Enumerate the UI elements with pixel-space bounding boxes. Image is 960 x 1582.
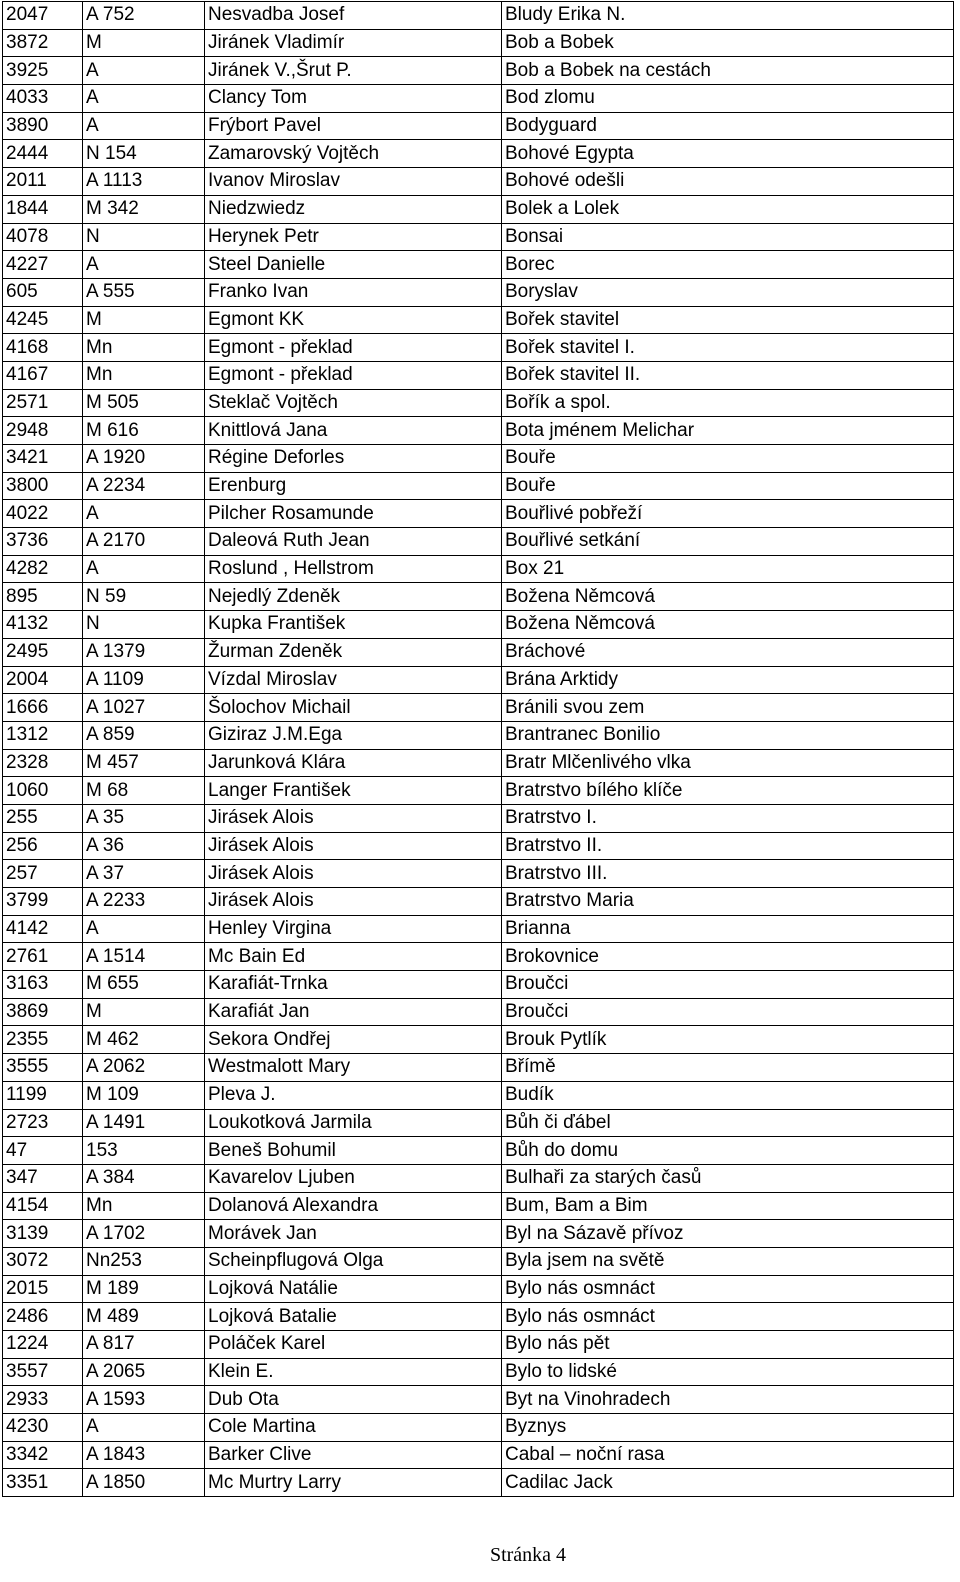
table-row [3, 29, 954, 57]
table-row [3, 998, 954, 1026]
cell-number: 347 [3, 1164, 83, 1192]
cell-signature: A 1850 [83, 1469, 205, 1497]
cell-signature: A 1113 [83, 168, 205, 196]
table-row [3, 1220, 954, 1248]
cell-signature: A 752 [83, 2, 205, 30]
cell-title: Byznys [502, 1414, 954, 1442]
cell-title: Bod zlomu [502, 85, 954, 113]
cell-author: Zamarovský Vojtěch [205, 140, 502, 168]
cell-signature: 153 [83, 1137, 205, 1165]
cell-title: Cabal – noční rasa [502, 1441, 954, 1469]
cell-title: Bouře [502, 445, 954, 473]
cell-title: Bulhaři za starých časů [502, 1164, 954, 1192]
cell-number: 2571 [3, 389, 83, 417]
cell-number: 3555 [3, 1054, 83, 1082]
cell-signature: A [83, 57, 205, 85]
cell-author: Henley Virgina [205, 915, 502, 943]
cell-title: Bořek stavitel [502, 306, 954, 334]
cell-number: 3342 [3, 1441, 83, 1469]
cell-title: Brána Arktidy [502, 666, 954, 694]
cell-number: 2011 [3, 168, 83, 196]
cell-signature: M 68 [83, 777, 205, 805]
cell-title: Bratrstvo II. [502, 832, 954, 860]
cell-number: 2015 [3, 1275, 83, 1303]
cell-author: Nesvadba Josef [205, 2, 502, 30]
cell-number: 3139 [3, 1220, 83, 1248]
table-row [3, 694, 954, 722]
table-row [3, 1358, 954, 1386]
table-row [3, 1192, 954, 1220]
cell-title: Brianna [502, 915, 954, 943]
table-row [3, 1081, 954, 1109]
cell-author: Jiránek V.,Šrut P. [205, 57, 502, 85]
cell-title: Broučci [502, 998, 954, 1026]
cell-author: Westmalott Mary [205, 1054, 502, 1082]
cell-title: Bouřlivé pobřeží [502, 500, 954, 528]
cell-author: Langer František [205, 777, 502, 805]
cell-signature: M [83, 998, 205, 1026]
cell-signature: A 2233 [83, 888, 205, 916]
cell-signature: A 2170 [83, 528, 205, 556]
cell-author: Lojková Natálie [205, 1275, 502, 1303]
cell-signature: A [83, 251, 205, 279]
cell-number: 4033 [3, 85, 83, 113]
cell-author: Scheinpflugová Olga [205, 1247, 502, 1275]
cell-title: Bratrstvo III. [502, 860, 954, 888]
cell-signature: A 1491 [83, 1109, 205, 1137]
cell-number: 1060 [3, 777, 83, 805]
cell-title: Bůh či ďábel [502, 1109, 954, 1137]
page-number-label: Stránka 4 [489, 1544, 567, 1566]
table-body [3, 2, 954, 1497]
cell-author: Pleva J. [205, 1081, 502, 1109]
cell-title: Boryslav [502, 278, 954, 306]
cell-number: 605 [3, 278, 83, 306]
cell-signature: M 462 [83, 1026, 205, 1054]
cell-number: 3800 [3, 472, 83, 500]
cell-title: Bráchové [502, 638, 954, 666]
cell-number: 2328 [3, 749, 83, 777]
cell-signature: N [83, 611, 205, 639]
cell-author: Lojková Batalie [205, 1303, 502, 1331]
cell-title: Bůh do domu [502, 1137, 954, 1165]
cell-author: Frýbort Pavel [205, 112, 502, 140]
cell-title: Bohové odešli [502, 168, 954, 196]
cell-signature: A 1027 [83, 694, 205, 722]
cell-signature: M 616 [83, 417, 205, 445]
cell-title: Brouk Pytlík [502, 1026, 954, 1054]
cell-signature: A 1109 [83, 666, 205, 694]
table-row [3, 1137, 954, 1165]
cell-number: 2933 [3, 1386, 83, 1414]
cell-title: Brokovnice [502, 943, 954, 971]
cell-author: Franko Ivan [205, 278, 502, 306]
cell-number: 2486 [3, 1303, 83, 1331]
cell-number: 4154 [3, 1192, 83, 1220]
cell-author: Cole Martina [205, 1414, 502, 1442]
table-row [3, 1247, 954, 1275]
cell-author: Egmont - překlad [205, 361, 502, 389]
cell-number: 1844 [3, 195, 83, 223]
table-row [3, 195, 954, 223]
cell-title: Břímě [502, 1054, 954, 1082]
cell-signature: A [83, 85, 205, 113]
cell-number: 2723 [3, 1109, 83, 1137]
cell-author: Sekora Ondřej [205, 1026, 502, 1054]
cell-author: Roslund , Hellstrom [205, 555, 502, 583]
cell-number: 3736 [3, 528, 83, 556]
cell-signature: A [83, 555, 205, 583]
cell-signature: Mn [83, 361, 205, 389]
cell-title: Byt na Vinohradech [502, 1386, 954, 1414]
cell-number: 3072 [3, 1247, 83, 1275]
cell-signature: N [83, 223, 205, 251]
cell-author: Knittlová Jana [205, 417, 502, 445]
cell-number: 4230 [3, 1414, 83, 1442]
cell-signature: A 37 [83, 860, 205, 888]
cell-author: Steel Danielle [205, 251, 502, 279]
cell-author: Jirásek Alois [205, 804, 502, 832]
cell-author: Ivanov Miroslav [205, 168, 502, 196]
cell-author: Herynek Petr [205, 223, 502, 251]
cell-author: Vízdal Miroslav [205, 666, 502, 694]
cell-signature: M 505 [83, 389, 205, 417]
cell-author: Egmont KK [205, 306, 502, 334]
cell-title: Bratrstvo bílého klíče [502, 777, 954, 805]
cell-title: Bota jménem Melichar [502, 417, 954, 445]
table-row [3, 168, 954, 196]
cell-number: 895 [3, 583, 83, 611]
cell-author: Nejedlý Zdeněk [205, 583, 502, 611]
cell-number: 1312 [3, 721, 83, 749]
cell-title: Bolek a Lolek [502, 195, 954, 223]
table-row [3, 500, 954, 528]
cell-title: Bratr Mlčenlivého vlka [502, 749, 954, 777]
cell-signature: Mn [83, 1192, 205, 1220]
cell-title: Bořík a spol. [502, 389, 954, 417]
cell-signature: A [83, 500, 205, 528]
cell-title: Bratrstvo Maria [502, 888, 954, 916]
table-row [3, 1469, 954, 1497]
table-row [3, 583, 954, 611]
cell-signature: A 1379 [83, 638, 205, 666]
cell-number: 1224 [3, 1331, 83, 1359]
cell-number: 3872 [3, 29, 83, 57]
cell-author: Šolochov Michail [205, 694, 502, 722]
cell-author: Karafiát-Trnka [205, 971, 502, 999]
cell-title: Bylo nás osmnáct [502, 1303, 954, 1331]
cell-title: Bob a Bobek [502, 29, 954, 57]
cell-number: 3421 [3, 445, 83, 473]
cell-author: Régine Deforles [205, 445, 502, 473]
table-row [3, 223, 954, 251]
cell-number: 2355 [3, 1026, 83, 1054]
cell-author: Giziraz J.M.Ega [205, 721, 502, 749]
cell-signature: A 1514 [83, 943, 205, 971]
cell-title: Božena Němcová [502, 583, 954, 611]
cell-signature: A 35 [83, 804, 205, 832]
cell-title: Bylo to lidské [502, 1358, 954, 1386]
cell-author: Klein E. [205, 1358, 502, 1386]
cell-title: Bonsai [502, 223, 954, 251]
cell-signature: A 1702 [83, 1220, 205, 1248]
cell-number: 3799 [3, 888, 83, 916]
cell-number: 4142 [3, 915, 83, 943]
table-row [3, 278, 954, 306]
table-row [3, 915, 954, 943]
cell-signature: M 457 [83, 749, 205, 777]
cell-title: Bum, Bam a Bim [502, 1192, 954, 1220]
cell-signature: N 154 [83, 140, 205, 168]
cell-number: 256 [3, 832, 83, 860]
table-row [3, 1054, 954, 1082]
cell-signature: A 384 [83, 1164, 205, 1192]
cell-signature: A 1920 [83, 445, 205, 473]
cell-author: Beneš Bohumil [205, 1137, 502, 1165]
cell-signature: A 2062 [83, 1054, 205, 1082]
cell-number: 4132 [3, 611, 83, 639]
table-row [3, 666, 954, 694]
cell-number: 4227 [3, 251, 83, 279]
cell-author: Jirásek Alois [205, 860, 502, 888]
cell-signature: Nn253 [83, 1247, 205, 1275]
cell-author: Barker Clive [205, 1441, 502, 1469]
cell-title: Bodyguard [502, 112, 954, 140]
cell-author: Žurman Zdeněk [205, 638, 502, 666]
cell-number: 3869 [3, 998, 83, 1026]
table-row [3, 334, 954, 362]
cell-title: Bořek stavitel II. [502, 361, 954, 389]
table-row [3, 860, 954, 888]
table-row [3, 1414, 954, 1442]
cell-signature: A 1843 [83, 1441, 205, 1469]
page-footer [0, 1544, 960, 1567]
cell-title: Box 21 [502, 555, 954, 583]
cell-signature: M 189 [83, 1275, 205, 1303]
cell-signature: A 859 [83, 721, 205, 749]
cell-title: Byl na Sázavě přívoz [502, 1220, 954, 1248]
cell-title: Budík [502, 1081, 954, 1109]
cell-signature: A [83, 1414, 205, 1442]
cell-author: Jarunková Klára [205, 749, 502, 777]
cell-number: 3925 [3, 57, 83, 85]
cell-title: Bouře [502, 472, 954, 500]
cell-author: Mc Murtry Larry [205, 1469, 502, 1497]
table-row [3, 140, 954, 168]
cell-number: 2004 [3, 666, 83, 694]
cell-signature: N 59 [83, 583, 205, 611]
table-row [3, 1331, 954, 1359]
cell-number: 3890 [3, 112, 83, 140]
cell-title: Bylo nás osmnáct [502, 1275, 954, 1303]
cell-title: Bohové Egypta [502, 140, 954, 168]
cell-number: 4168 [3, 334, 83, 362]
spreadsheet-page [2, 1, 954, 1497]
cell-signature: M 342 [83, 195, 205, 223]
cell-number: 2948 [3, 417, 83, 445]
cell-author: Loukotková Jarmila [205, 1109, 502, 1137]
cell-signature: A [83, 112, 205, 140]
table-row [3, 389, 954, 417]
table-row [3, 943, 954, 971]
cell-number: 257 [3, 860, 83, 888]
cell-number: 2495 [3, 638, 83, 666]
table-row [3, 1026, 954, 1054]
cell-title: Borec [502, 251, 954, 279]
cell-number: 2444 [3, 140, 83, 168]
table-row [3, 306, 954, 334]
table-row [3, 971, 954, 999]
cell-author: Poláček Karel [205, 1331, 502, 1359]
cell-title: Broučci [502, 971, 954, 999]
cell-title: Cadilac Jack [502, 1469, 954, 1497]
cell-number: 4167 [3, 361, 83, 389]
table-row [3, 472, 954, 500]
cell-title: Byla jsem na světě [502, 1247, 954, 1275]
cell-title: Bratrstvo I. [502, 804, 954, 832]
table-row [3, 777, 954, 805]
table-row [3, 445, 954, 473]
cell-signature: M 655 [83, 971, 205, 999]
cell-number: 255 [3, 804, 83, 832]
cell-signature: M [83, 306, 205, 334]
cell-title: Bludy Erika N. [502, 2, 954, 30]
table-row [3, 1303, 954, 1331]
cell-author: Jirásek Alois [205, 832, 502, 860]
cell-author: Morávek Jan [205, 1220, 502, 1248]
table-row [3, 749, 954, 777]
cell-number: 47 [3, 1137, 83, 1165]
cell-signature: M 109 [83, 1081, 205, 1109]
table-row [3, 1441, 954, 1469]
cell-signature: Mn [83, 334, 205, 362]
cell-number: 4022 [3, 500, 83, 528]
cell-number: 1666 [3, 694, 83, 722]
cell-title: Bylo nás pět [502, 1331, 954, 1359]
table-row [3, 361, 954, 389]
cell-title: Bořek stavitel I. [502, 334, 954, 362]
cell-author: Jirásek Alois [205, 888, 502, 916]
cell-author: Kupka František [205, 611, 502, 639]
cell-number: 3557 [3, 1358, 83, 1386]
cell-number: 3163 [3, 971, 83, 999]
cell-signature: M 489 [83, 1303, 205, 1331]
table-row [3, 832, 954, 860]
book-list-table [2, 1, 954, 1497]
cell-author: Mc Bain Ed [205, 943, 502, 971]
table-row [3, 251, 954, 279]
table-row [3, 888, 954, 916]
cell-signature: A [83, 915, 205, 943]
table-row [3, 638, 954, 666]
table-row [3, 1386, 954, 1414]
cell-title: Božena Němcová [502, 611, 954, 639]
cell-signature: A 1593 [83, 1386, 205, 1414]
cell-signature: A 555 [83, 278, 205, 306]
table-row [3, 85, 954, 113]
cell-number: 2761 [3, 943, 83, 971]
cell-signature: A 2065 [83, 1358, 205, 1386]
cell-title: Brantranec Bonilio [502, 721, 954, 749]
table-row [3, 1164, 954, 1192]
cell-signature: A 2234 [83, 472, 205, 500]
table-row [3, 555, 954, 583]
table-row [3, 611, 954, 639]
cell-number: 3351 [3, 1469, 83, 1497]
cell-author: Dub Ota [205, 1386, 502, 1414]
cell-author: Karafiát Jan [205, 998, 502, 1026]
cell-author: Daleová Ruth Jean [205, 528, 502, 556]
table-row [3, 1275, 954, 1303]
table-row [3, 721, 954, 749]
cell-author: Clancy Tom [205, 85, 502, 113]
table-row [3, 528, 954, 556]
cell-number: 4245 [3, 306, 83, 334]
table-row [3, 112, 954, 140]
cell-number: 1199 [3, 1081, 83, 1109]
cell-number: 4078 [3, 223, 83, 251]
cell-signature: A 817 [83, 1331, 205, 1359]
cell-number: 4282 [3, 555, 83, 583]
cell-title: Bránili svou zem [502, 694, 954, 722]
table-row [3, 804, 954, 832]
table-row [3, 1109, 954, 1137]
cell-author: Erenburg [205, 472, 502, 500]
cell-author: Jiránek Vladimír [205, 29, 502, 57]
cell-number: 2047 [3, 2, 83, 30]
cell-title: Bouřlivé setkání [502, 528, 954, 556]
cell-signature: M [83, 29, 205, 57]
cell-author: Dolanová Alexandra [205, 1192, 502, 1220]
cell-author: Steklač Vojtěch [205, 389, 502, 417]
table-row [3, 57, 954, 85]
table-row [3, 417, 954, 445]
cell-author: Kavarelov Ljuben [205, 1164, 502, 1192]
cell-signature: A 36 [83, 832, 205, 860]
cell-author: Egmont - překlad [205, 334, 502, 362]
cell-title: Bob a Bobek na cestách [502, 57, 954, 85]
table-row [3, 2, 954, 30]
cell-author: Pilcher Rosamunde [205, 500, 502, 528]
cell-author: Niedzwiedz [205, 195, 502, 223]
